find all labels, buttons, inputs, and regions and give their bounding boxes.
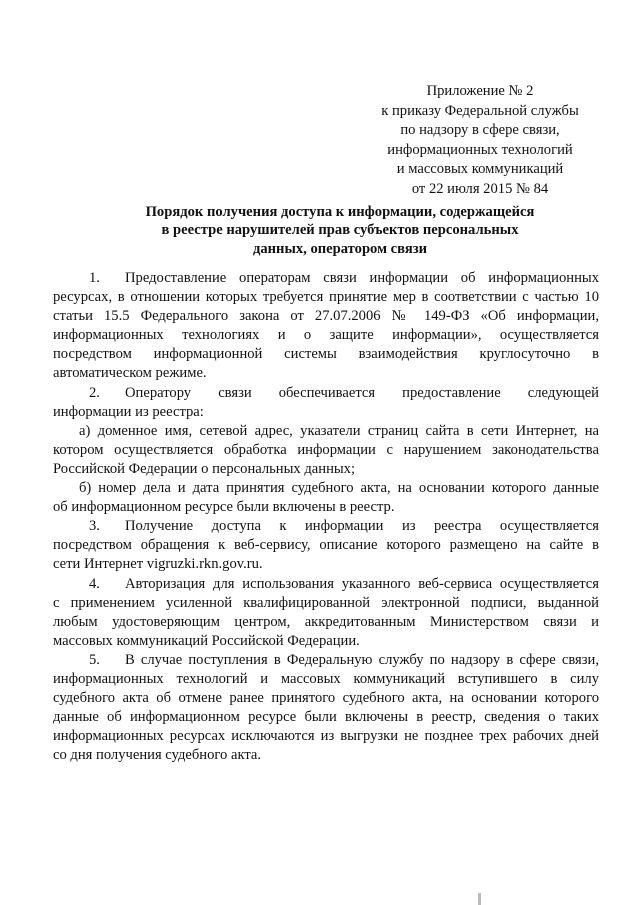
paragraph-3 xyxy=(53,517,599,574)
paragraph-1 xyxy=(53,269,599,384)
paragraph-number: 1. xyxy=(89,270,100,286)
paragraph-line: судебного акта об отмене ранее принятого судебного акта, на основании которого xyxy=(53,690,599,707)
paragraph-line: автоматическом режиме. xyxy=(53,365,207,382)
appendix-header xyxy=(350,82,610,200)
paragraph-line xyxy=(53,517,599,536)
paragraph-line: об информационном ресурсе были включены в реестр. xyxy=(53,499,395,516)
paragraph-line: ресурсах, в отношении которых требуется принятие мер в соответствии с частью 10 xyxy=(53,289,599,306)
paragraph-line: посредством информационной системы взаимодействия круглосуточно в xyxy=(53,346,599,363)
line-text: Получение доступа к информации из реестра осуществляется xyxy=(125,518,599,535)
scan-edge-mark xyxy=(478,893,481,905)
paragraph-2b xyxy=(53,479,599,517)
paragraph-line: со дня получения судебного акта. xyxy=(53,747,262,764)
paragraph-line: посредством обращения к веб-сервису, описание которого размещено на сайте в xyxy=(53,537,599,554)
paragraph-line xyxy=(53,384,599,403)
paragraph-2a xyxy=(53,422,599,479)
paragraph-line: статьи 15.5 Федерального закона от 27.07.2006 № 149-ФЗ «Об информации, xyxy=(53,308,599,325)
paragraph-line: информационных технологий и массовых коммуникаций вступившего в силу xyxy=(53,670,599,687)
title-line: данных, оператором связи xyxy=(252,240,428,257)
paragraph-5 xyxy=(53,651,599,766)
appendix-line: Приложение № 2 xyxy=(426,83,534,99)
paragraph-number: 5. xyxy=(89,651,100,668)
title-line: Порядок получения доступа к информации, содержащейся xyxy=(145,204,535,220)
paragraph-line: массовых коммуникаций Российской Федерации. xyxy=(53,632,360,649)
line-text: Предоставление операторам связи информации об информационных xyxy=(125,270,599,286)
document-title xyxy=(80,203,600,258)
paragraph-line xyxy=(53,269,599,288)
paragraph-4 xyxy=(53,575,599,651)
appendix-line: информационных технологий xyxy=(387,141,573,158)
appendix-line: к приказу Федеральной службы xyxy=(381,102,579,119)
paragraph-line: информации из реестра: xyxy=(53,403,204,420)
line-text: Оператору связи обеспечивается предоставление следующей xyxy=(125,384,599,401)
line-text: Авторизация для использования указанного веб-сервиса осуществляется xyxy=(125,575,599,592)
paragraph-line: информационных ресурсах исключаются из выгрузки не позднее трех рабочих дней xyxy=(53,728,599,745)
paragraph-line xyxy=(53,651,599,670)
title-line: в реестре нарушителей прав субъектов персональных xyxy=(161,222,519,239)
paragraph-number: 4. xyxy=(89,575,100,592)
paragraph-line: б) номер дела и дата принятия судебного акта, на основании которого данные xyxy=(79,480,599,497)
paragraph-line: а) доменное имя, сетевой адрес, указатели страниц сайта в сети Интернет, на xyxy=(79,422,599,439)
paragraph-number: 3. xyxy=(89,518,100,535)
paragraph-line: котором осуществляется обработка информации с нарушением законодательства xyxy=(53,441,599,458)
paragraph-line: с применением усиленной квалифицированной электронной подписи, выданной xyxy=(53,594,599,611)
appendix-line: и массовых коммуникаций xyxy=(396,161,564,178)
document-body xyxy=(53,269,599,765)
paragraph-2 xyxy=(53,384,599,422)
paragraph-line: любым удостоверяющим центром, аккредитованным Министерством связи и xyxy=(53,613,599,630)
appendix-line: от 22 июля 2015 № 84 xyxy=(411,180,549,197)
paragraph-line: информационных технологиях и о защите информации», осуществляется xyxy=(53,327,599,344)
paragraph-line: сети Интернет vigruzki.rkn.gov.ru. xyxy=(53,556,263,573)
paragraph-line: Российской Федерации о персональных данных; xyxy=(53,460,356,477)
paragraph-line xyxy=(53,575,599,594)
paragraph-number: 2. xyxy=(89,384,100,401)
line-text: В случае поступления в Федеральную службу по надзору в сфере связи, xyxy=(125,651,599,668)
appendix-line: по надзору в сфере связи, xyxy=(400,122,560,139)
paragraph-line: данные об информационном ресурсе были включены в реестр, сведения о таких xyxy=(53,709,599,726)
